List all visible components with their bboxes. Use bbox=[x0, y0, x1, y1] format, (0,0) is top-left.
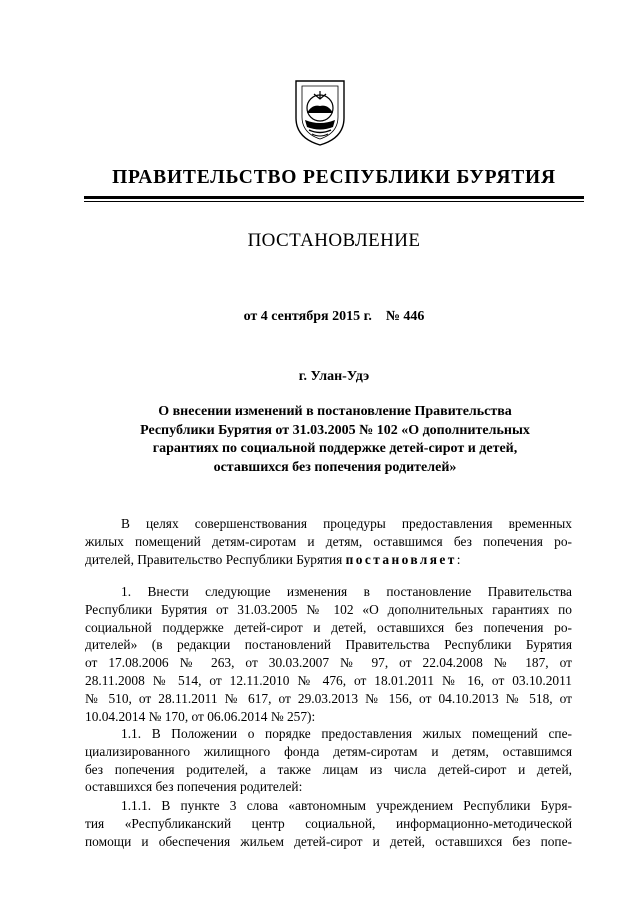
heading-line: Республики Бурятия от 31.03.2005 № 102 «О дополнительных bbox=[140, 422, 530, 438]
paragraph-1 bbox=[85, 583, 572, 725]
text-line: оставшихся без попечения родителей: bbox=[85, 779, 303, 795]
paragraph-1-1-1 bbox=[85, 797, 572, 850]
header-rule-thick bbox=[84, 196, 584, 199]
header-rule-thin bbox=[84, 201, 584, 202]
document-type: ПОСТАНОВЛЕНИЕ bbox=[247, 230, 421, 251]
heading-line: О внесении изменений в постановление Правительства bbox=[158, 404, 512, 419]
text-line: 10.04.2014 № 170, от 06.06.2014 № 257): bbox=[85, 708, 316, 724]
text-line: 1.1.1. В пункте 3 слова «автономным учреждением Республики Буря- bbox=[121, 798, 572, 813]
preamble-colon: : bbox=[456, 551, 461, 567]
text-line: № 510, от 28.11.2011 № 617, от 29.03.2013 № 156, от 04.10.2013 № 518, от bbox=[85, 690, 572, 706]
document-heading bbox=[100, 403, 570, 477]
text-line: жилых помещений детям-сиротам и детям, оставшимся без попечения ро- bbox=[85, 533, 572, 549]
text-line: без попечения родителей, а также лицам из числа детей-сирот и детей, bbox=[85, 761, 572, 777]
text-line: Республики Бурятия от 31.03.2005 № 102 «О дополнительных гарантиях по bbox=[85, 601, 572, 617]
text-line: от 17.08.2006 № 263, от 30.03.2007 № 97, от 22.04.2008 № 187, от bbox=[85, 655, 572, 671]
text-line: социальной поддержке детей-сирот и детей, оставшихся без попечения ро- bbox=[85, 619, 572, 635]
text-line: 28.11.2008 № 514, от 12.11.2010 № 476, от 18.01.2011 № 16, от 03.10.2011 bbox=[85, 672, 572, 688]
resolves-word: постановляет bbox=[345, 551, 457, 567]
preamble-text: дителей, Правительство Республики Бурятия bbox=[85, 551, 346, 567]
preamble-paragraph bbox=[85, 515, 572, 568]
heading-line: оставшихся без попечения родителей» bbox=[213, 459, 457, 475]
text-line: дителей» (в редакции постановлений Правительства Республики Бурятия bbox=[85, 637, 572, 653]
text-line: 1. Внести следующие изменения в постановление Правительства bbox=[121, 584, 572, 599]
organization-title: ПРАВИТЕЛЬСТВО РЕСПУБЛИКИ БУРЯТИЯ bbox=[112, 167, 556, 188]
coat-of-arms-icon bbox=[292, 78, 348, 148]
heading-line: гарантиях по социальной поддержке детей-сирот и детей, bbox=[152, 441, 518, 456]
text-line: В целях совершенствования процедуры предоставления временных bbox=[121, 516, 572, 531]
date-and-number: от 4 сентября 2015 г. № 446 bbox=[243, 309, 425, 324]
text-line: циализированного жилищного фонда детям-сиротам и детям, оставшимся bbox=[85, 743, 572, 759]
city: г. Улан-Удэ bbox=[298, 369, 370, 384]
text-line: помощи и обеспечения жильем детей-сирот и детей, оставшихся без попе- bbox=[85, 833, 572, 849]
text-line bbox=[85, 551, 572, 569]
text-line: тия «Республиканский центр социальной, информационно-методической bbox=[85, 815, 572, 831]
paragraph-1-1 bbox=[85, 725, 572, 796]
text-line: 1.1. В Положении о порядке предоставления жилых помещений спе- bbox=[121, 726, 572, 741]
